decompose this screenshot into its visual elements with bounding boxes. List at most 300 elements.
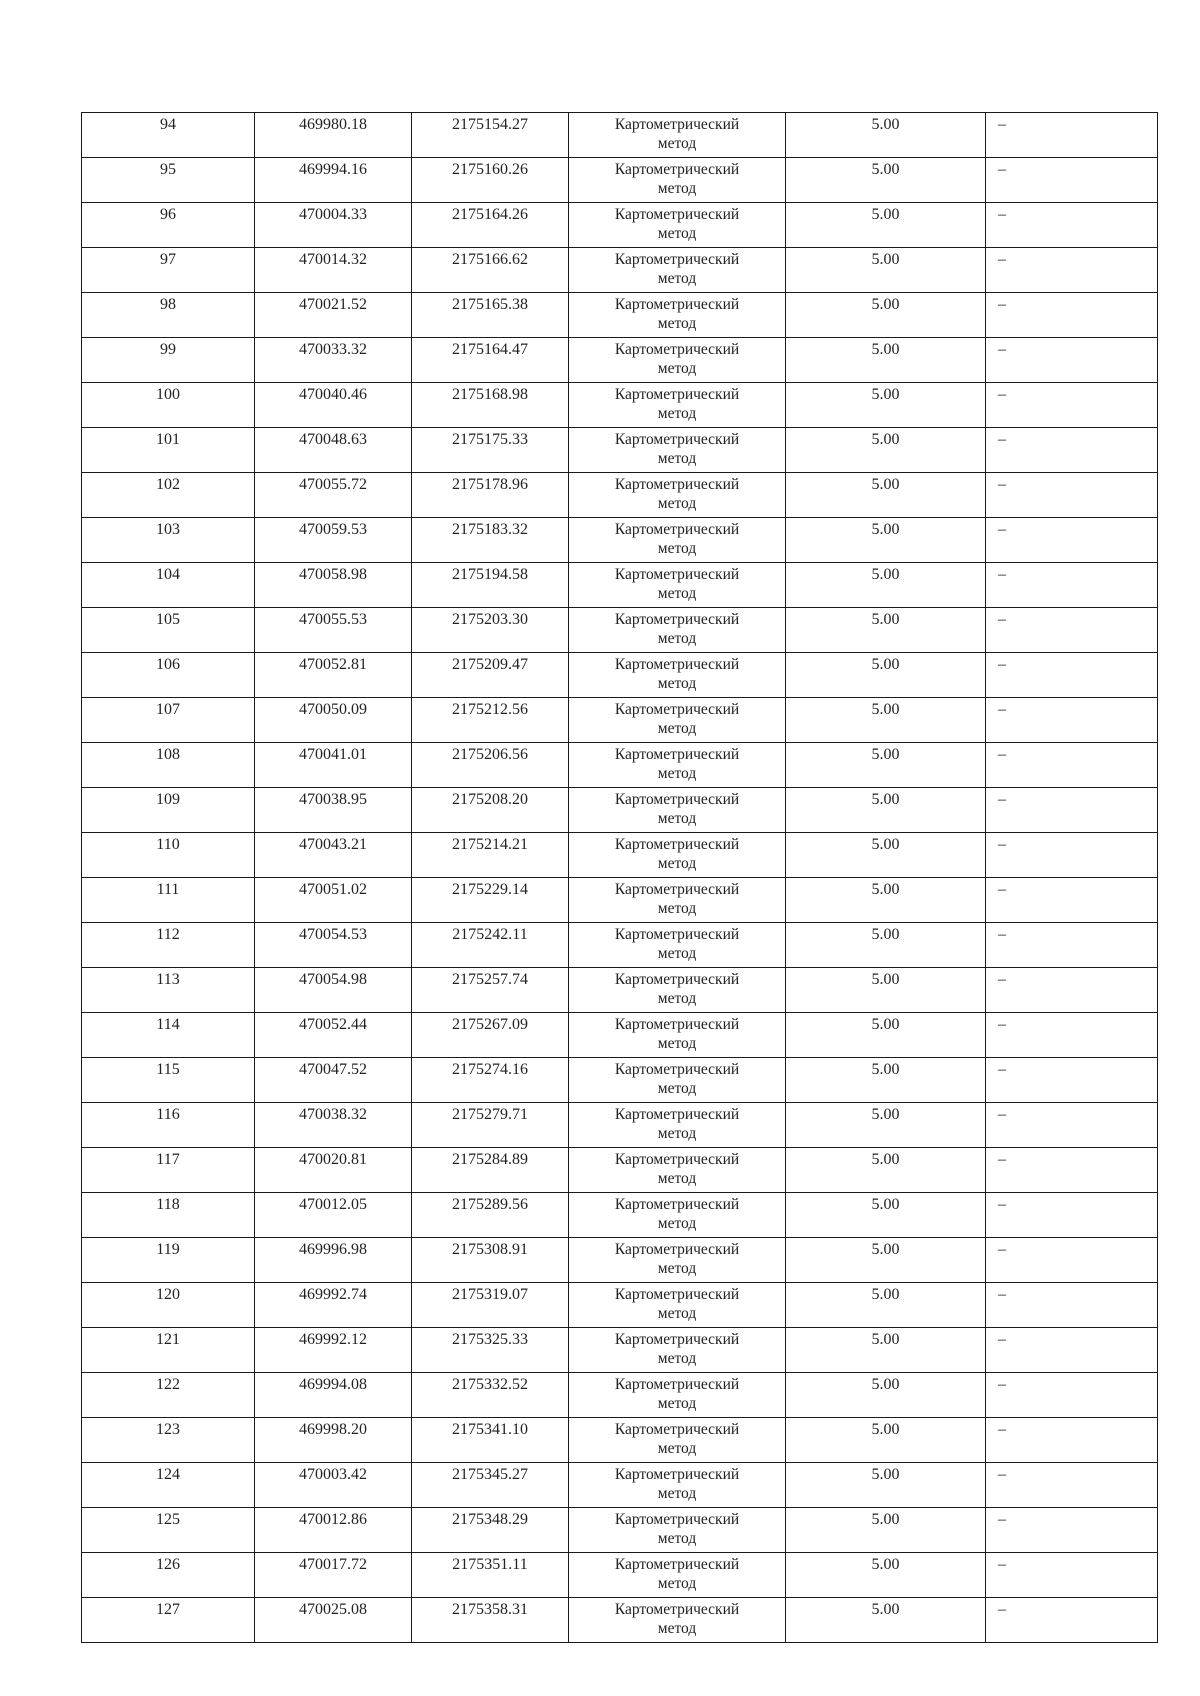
point-number-text: 121: [156, 1331, 180, 1348]
accuracy-text: 5.00: [871, 881, 900, 898]
method-text: Картометрический метод: [614, 566, 740, 602]
table-row: [82, 248, 1158, 293]
point-number-cell: [82, 158, 255, 203]
y-coordinate-text: 2175332.52: [452, 1376, 528, 1393]
accuracy-text: 5.00: [871, 1421, 900, 1438]
accuracy-text: 5.00: [871, 926, 900, 943]
x-coordinate-text: 470033.32: [299, 341, 367, 358]
accuracy-text: 5.00: [871, 1151, 900, 1168]
accuracy-cell: [786, 1193, 986, 1238]
description-text: –: [998, 1376, 1006, 1393]
y-coordinate-text: 2175351.11: [452, 1556, 528, 1573]
y-coordinate-cell: [412, 518, 569, 563]
accuracy-text: 5.00: [871, 1511, 900, 1528]
description-text: –: [998, 386, 1006, 403]
description-text: –: [998, 926, 1006, 943]
point-number-cell: [82, 1328, 255, 1373]
point-number-text: 104: [156, 566, 180, 583]
y-coordinate-text: 2175242.11: [452, 926, 528, 943]
x-coordinate-cell: [255, 1193, 412, 1238]
accuracy-cell: [786, 113, 986, 158]
description-cell: [986, 1283, 1158, 1328]
method-cell: [569, 338, 786, 383]
accuracy-cell: [786, 608, 986, 653]
accuracy-text: 5.00: [871, 611, 900, 628]
description-cell: [986, 1328, 1158, 1373]
x-coordinate-cell: [255, 878, 412, 923]
point-number-text: 124: [156, 1466, 180, 1483]
x-coordinate-text: 470040.46: [299, 386, 367, 403]
x-coordinate-text: 470051.02: [299, 881, 367, 898]
method-cell: [569, 158, 786, 203]
table-row: [82, 1193, 1158, 1238]
coordinates-table: [81, 112, 1158, 1643]
table-row: [82, 878, 1158, 923]
method-cell: [569, 1328, 786, 1373]
table-row: [82, 1508, 1158, 1553]
description-text: –: [998, 1286, 1006, 1303]
point-number-cell: [82, 788, 255, 833]
accuracy-cell: [786, 923, 986, 968]
method-text: Картометрический метод: [614, 881, 740, 917]
x-coordinate-cell: [255, 383, 412, 428]
description-text: –: [998, 251, 1006, 268]
description-text: –: [998, 296, 1006, 313]
x-coordinate-cell: [255, 1013, 412, 1058]
x-coordinate-text: 470021.52: [299, 296, 367, 313]
x-coordinate-text: 470012.86: [299, 1511, 367, 1528]
method-text: Картометрический метод: [614, 1196, 740, 1232]
method-cell: [569, 563, 786, 608]
accuracy-cell: [786, 293, 986, 338]
x-coordinate-text: 470017.72: [299, 1556, 367, 1573]
description-text: –: [998, 521, 1006, 538]
method-text: Картометрический метод: [614, 926, 740, 962]
x-coordinate-text: 470014.32: [299, 251, 367, 268]
accuracy-cell: [786, 743, 986, 788]
accuracy-text: 5.00: [871, 656, 900, 673]
y-coordinate-cell: [412, 878, 569, 923]
x-coordinate-cell: [255, 1328, 412, 1373]
method-text: Картометрический метод: [614, 1151, 740, 1187]
method-cell: [569, 833, 786, 878]
x-coordinate-text: 470054.98: [299, 971, 367, 988]
accuracy-cell: [786, 698, 986, 743]
point-number-text: 125: [156, 1511, 180, 1528]
point-number-text: 122: [156, 1376, 180, 1393]
accuracy-text: 5.00: [871, 746, 900, 763]
y-coordinate-cell: [412, 383, 569, 428]
point-number-cell: [82, 1193, 255, 1238]
method-cell: [569, 653, 786, 698]
accuracy-text: 5.00: [871, 1241, 900, 1258]
point-number-text: 101: [156, 431, 180, 448]
x-coordinate-cell: [255, 203, 412, 248]
description-cell: [986, 473, 1158, 518]
x-coordinate-cell: [255, 1418, 412, 1463]
description-cell: [986, 743, 1158, 788]
method-cell: [569, 428, 786, 473]
y-coordinate-text: 2175214.21: [452, 836, 528, 853]
table-row: [82, 293, 1158, 338]
x-coordinate-text: 469980.18: [299, 116, 367, 133]
description-text: –: [998, 1511, 1006, 1528]
x-coordinate-text: 470038.95: [299, 791, 367, 808]
accuracy-cell: [786, 788, 986, 833]
y-coordinate-text: 2175203.30: [452, 611, 528, 628]
point-number-cell: [82, 248, 255, 293]
x-coordinate-text: 470012.05: [299, 1196, 367, 1213]
accuracy-text: 5.00: [871, 1286, 900, 1303]
y-coordinate-cell: [412, 1193, 569, 1238]
description-cell: [986, 1373, 1158, 1418]
x-coordinate-text: 469994.16: [299, 161, 367, 178]
y-coordinate-cell: [412, 1148, 569, 1193]
x-coordinate-cell: [255, 113, 412, 158]
y-coordinate-cell: [412, 473, 569, 518]
description-cell: [986, 1418, 1158, 1463]
y-coordinate-text: 2175308.91: [452, 1241, 528, 1258]
table-row: [82, 1058, 1158, 1103]
method-text: Картометрический метод: [614, 521, 740, 557]
point-number-cell: [82, 1373, 255, 1418]
accuracy-text: 5.00: [871, 251, 900, 268]
x-coordinate-cell: [255, 1148, 412, 1193]
point-number-text: 117: [156, 1151, 180, 1168]
method-cell: [569, 698, 786, 743]
point-number-text: 126: [156, 1556, 180, 1573]
x-coordinate-text: 470059.53: [299, 521, 367, 538]
description-cell: [986, 608, 1158, 653]
point-number-cell: [82, 923, 255, 968]
point-number-text: 111: [156, 881, 180, 898]
y-coordinate-text: 2175348.29: [452, 1511, 528, 1528]
table-row: [82, 1598, 1158, 1643]
x-coordinate-text: 470055.72: [299, 476, 367, 493]
table-row: [82, 1148, 1158, 1193]
description-cell: [986, 788, 1158, 833]
x-coordinate-cell: [255, 608, 412, 653]
description-text: –: [998, 656, 1006, 673]
accuracy-cell: [786, 1148, 986, 1193]
y-coordinate-cell: [412, 698, 569, 743]
point-number-text: 127: [156, 1601, 180, 1618]
point-number-text: 98: [160, 296, 176, 313]
accuracy-text: 5.00: [871, 476, 900, 493]
y-coordinate-text: 2175208.20: [452, 791, 528, 808]
x-coordinate-cell: [255, 788, 412, 833]
description-text: –: [998, 1151, 1006, 1168]
y-coordinate-text: 2175175.33: [452, 431, 528, 448]
description-text: –: [998, 206, 1006, 223]
x-coordinate-cell: [255, 248, 412, 293]
x-coordinate-cell: [255, 1598, 412, 1643]
y-coordinate-cell: [412, 1103, 569, 1148]
y-coordinate-cell: [412, 428, 569, 473]
y-coordinate-cell: [412, 1013, 569, 1058]
point-number-cell: [82, 878, 255, 923]
point-number-text: 94: [160, 116, 176, 133]
method-text: Картометрический метод: [614, 1016, 740, 1052]
table-row: [82, 383, 1158, 428]
y-coordinate-cell: [412, 1328, 569, 1373]
description-cell: [986, 1148, 1158, 1193]
y-coordinate-cell: [412, 833, 569, 878]
x-coordinate-cell: [255, 1238, 412, 1283]
description-cell: [986, 1238, 1158, 1283]
accuracy-text: 5.00: [871, 1376, 900, 1393]
x-coordinate-text: 469994.08: [299, 1376, 367, 1393]
accuracy-text: 5.00: [871, 1196, 900, 1213]
method-text: Картометрический метод: [614, 431, 740, 467]
x-coordinate-cell: [255, 968, 412, 1013]
method-cell: [569, 113, 786, 158]
point-number-text: 108: [156, 746, 180, 763]
point-number-text: 106: [156, 656, 180, 673]
accuracy-text: 5.00: [871, 296, 900, 313]
accuracy-cell: [786, 338, 986, 383]
method-cell: [569, 1058, 786, 1103]
table-row: [82, 1238, 1158, 1283]
y-coordinate-text: 2175325.33: [452, 1331, 528, 1348]
description-cell: [986, 293, 1158, 338]
x-coordinate-text: 470004.33: [299, 206, 367, 223]
point-number-cell: [82, 698, 255, 743]
table-row: [82, 1283, 1158, 1328]
accuracy-text: 5.00: [871, 1061, 900, 1078]
description-text: –: [998, 701, 1006, 718]
method-cell: [569, 1238, 786, 1283]
x-coordinate-cell: [255, 1103, 412, 1148]
table-row: [82, 518, 1158, 563]
accuracy-cell: [786, 1553, 986, 1598]
table-row: [82, 698, 1158, 743]
description-cell: [986, 158, 1158, 203]
y-coordinate-cell: [412, 743, 569, 788]
accuracy-cell: [786, 968, 986, 1013]
point-number-cell: [82, 1148, 255, 1193]
x-coordinate-cell: [255, 653, 412, 698]
y-coordinate-text: 2175164.26: [452, 206, 528, 223]
description-cell: [986, 203, 1158, 248]
method-text: Картометрический метод: [614, 701, 740, 737]
table-row: [82, 563, 1158, 608]
point-number-text: 95: [160, 161, 176, 178]
point-number-cell: [82, 1283, 255, 1328]
method-cell: [569, 518, 786, 563]
y-coordinate-cell: [412, 968, 569, 1013]
table-row: [82, 203, 1158, 248]
accuracy-cell: [786, 833, 986, 878]
description-text: –: [998, 1466, 1006, 1483]
y-coordinate-text: 2175209.47: [452, 656, 528, 673]
point-number-text: 115: [156, 1061, 180, 1078]
point-number-text: 119: [156, 1241, 180, 1258]
description-cell: [986, 1013, 1158, 1058]
x-coordinate-text: 470054.53: [299, 926, 367, 943]
y-coordinate-cell: [412, 1598, 569, 1643]
y-coordinate-text: 2175183.32: [452, 521, 528, 538]
point-number-text: 102: [156, 476, 180, 493]
method-text: Картометрический метод: [614, 611, 740, 647]
point-number-cell: [82, 1553, 255, 1598]
table-row: [82, 1463, 1158, 1508]
point-number-cell: [82, 428, 255, 473]
description-text: –: [998, 1556, 1006, 1573]
y-coordinate-text: 2175358.31: [452, 1601, 528, 1618]
description-cell: [986, 1103, 1158, 1148]
method-cell: [569, 1553, 786, 1598]
point-number-cell: [82, 1463, 255, 1508]
x-coordinate-cell: [255, 473, 412, 518]
x-coordinate-text: 470052.81: [299, 656, 367, 673]
method-cell: [569, 248, 786, 293]
description-cell: [986, 1508, 1158, 1553]
y-coordinate-text: 2175194.58: [452, 566, 528, 583]
x-coordinate-text: 469992.74: [299, 1286, 367, 1303]
description-cell: [986, 1193, 1158, 1238]
accuracy-text: 5.00: [871, 386, 900, 403]
y-coordinate-cell: [412, 338, 569, 383]
method-cell: [569, 1373, 786, 1418]
point-number-text: 116: [156, 1106, 180, 1123]
description-text: –: [998, 1016, 1006, 1033]
x-coordinate-cell: [255, 833, 412, 878]
table-row: [82, 743, 1158, 788]
description-text: –: [998, 1601, 1006, 1618]
y-coordinate-cell: [412, 788, 569, 833]
table-row: [82, 1103, 1158, 1148]
method-text: Картометрический метод: [614, 161, 740, 197]
accuracy-cell: [786, 1598, 986, 1643]
method-text: Картометрический метод: [614, 1601, 740, 1637]
accuracy-cell: [786, 1328, 986, 1373]
y-coordinate-text: 2175284.89: [452, 1151, 528, 1168]
y-coordinate-cell: [412, 158, 569, 203]
description-text: –: [998, 836, 1006, 853]
x-coordinate-cell: [255, 518, 412, 563]
description-cell: [986, 563, 1158, 608]
y-coordinate-text: 2175257.74: [452, 971, 528, 988]
method-cell: [569, 203, 786, 248]
x-coordinate-cell: [255, 1463, 412, 1508]
description-text: –: [998, 791, 1006, 808]
table-row: [82, 1553, 1158, 1598]
accuracy-text: 5.00: [871, 1601, 900, 1618]
method-cell: [569, 473, 786, 518]
method-cell: [569, 293, 786, 338]
x-coordinate-text: 470038.32: [299, 1106, 367, 1123]
point-number-cell: [82, 833, 255, 878]
method-text: Картометрический метод: [614, 1511, 740, 1547]
y-coordinate-cell: [412, 1553, 569, 1598]
y-coordinate-text: 2175279.71: [452, 1106, 528, 1123]
point-number-cell: [82, 1058, 255, 1103]
description-cell: [986, 1463, 1158, 1508]
y-coordinate-cell: [412, 1238, 569, 1283]
table-row: [82, 833, 1158, 878]
method-text: Картометрический метод: [614, 656, 740, 692]
method-text: Картометрический метод: [614, 1241, 740, 1277]
method-cell: [569, 968, 786, 1013]
accuracy-text: 5.00: [871, 431, 900, 448]
accuracy-cell: [786, 248, 986, 293]
point-number-cell: [82, 338, 255, 383]
table-row: [82, 473, 1158, 518]
point-number-text: 118: [156, 1196, 180, 1213]
table-row: [82, 968, 1158, 1013]
y-coordinate-text: 2175289.56: [452, 1196, 528, 1213]
description-text: –: [998, 1421, 1006, 1438]
accuracy-cell: [786, 1508, 986, 1553]
point-number-text: 105: [156, 611, 180, 628]
method-text: Картометрический метод: [614, 1286, 740, 1322]
accuracy-text: 5.00: [871, 116, 900, 133]
accuracy-text: 5.00: [871, 1331, 900, 1348]
method-text: Картометрический метод: [614, 1466, 740, 1502]
accuracy-cell: [786, 428, 986, 473]
x-coordinate-cell: [255, 563, 412, 608]
description-cell: [986, 1553, 1158, 1598]
x-coordinate-cell: [255, 1283, 412, 1328]
y-coordinate-text: 2175212.56: [452, 701, 528, 718]
y-coordinate-text: 2175345.27: [452, 1466, 528, 1483]
description-text: –: [998, 971, 1006, 988]
accuracy-cell: [786, 878, 986, 923]
method-text: Картометрический метод: [614, 476, 740, 512]
point-number-cell: [82, 653, 255, 698]
x-coordinate-cell: [255, 338, 412, 383]
x-coordinate-cell: [255, 923, 412, 968]
accuracy-text: 5.00: [871, 701, 900, 718]
description-text: –: [998, 881, 1006, 898]
point-number-text: 113: [156, 971, 180, 988]
point-number-text: 120: [156, 1286, 180, 1303]
point-number-cell: [82, 1598, 255, 1643]
y-coordinate-text: 2175168.98: [452, 386, 528, 403]
y-coordinate-text: 2175341.10: [452, 1421, 528, 1438]
table-row: [82, 158, 1158, 203]
accuracy-text: 5.00: [871, 1556, 900, 1573]
accuracy-cell: [786, 203, 986, 248]
accuracy-cell: [786, 1058, 986, 1103]
method-text: Картометрический метод: [614, 1556, 740, 1592]
point-number-cell: [82, 1418, 255, 1463]
y-coordinate-cell: [412, 113, 569, 158]
description-text: –: [998, 746, 1006, 763]
description-cell: [986, 653, 1158, 698]
y-coordinate-text: 2175229.14: [452, 881, 528, 898]
description-cell: [986, 878, 1158, 923]
accuracy-text: 5.00: [871, 971, 900, 988]
description-cell: [986, 248, 1158, 293]
x-coordinate-text: 470020.81: [299, 1151, 367, 1168]
x-coordinate-text: 470050.09: [299, 701, 367, 718]
method-text: Картометрический метод: [614, 206, 740, 242]
y-coordinate-text: 2175274.16: [452, 1061, 528, 1078]
accuracy-cell: [786, 158, 986, 203]
accuracy-text: 5.00: [871, 161, 900, 178]
point-number-text: 110: [156, 836, 180, 853]
method-text: Картометрический метод: [614, 971, 740, 1007]
accuracy-text: 5.00: [871, 1106, 900, 1123]
y-coordinate-cell: [412, 1058, 569, 1103]
y-coordinate-text: 2175267.09: [452, 1016, 528, 1033]
point-number-cell: [82, 203, 255, 248]
x-coordinate-text: 470043.21: [299, 836, 367, 853]
point-number-text: 114: [156, 1016, 180, 1033]
point-number-text: 100: [156, 386, 180, 403]
